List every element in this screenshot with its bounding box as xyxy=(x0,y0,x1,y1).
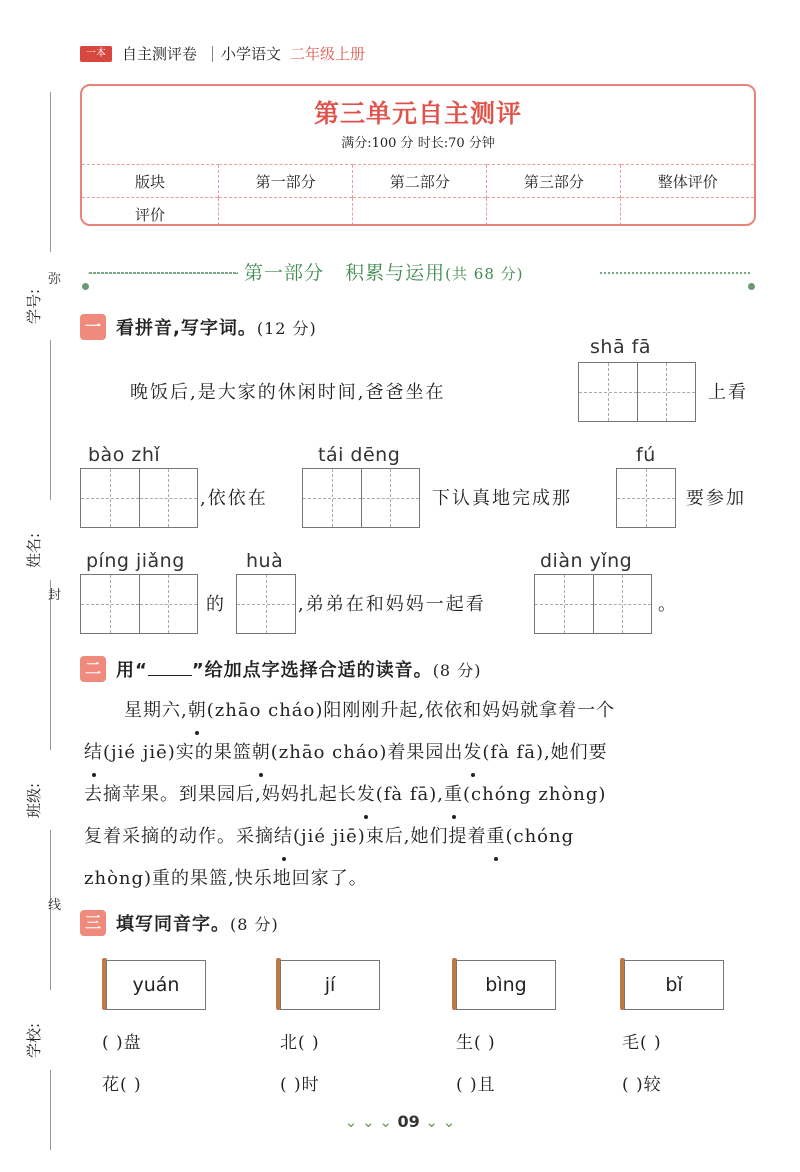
binding-line xyxy=(50,1070,51,1150)
binding-line xyxy=(50,580,51,750)
sentence-text: 的 xyxy=(206,594,226,615)
pinyin: tái dēng xyxy=(318,444,401,466)
fill-blank[interactable]: ( )较 xyxy=(622,1075,662,1095)
fill-blank[interactable]: 北( ) xyxy=(280,1033,320,1053)
school-label: 学校: xyxy=(25,1022,44,1059)
name-label: 姓名: xyxy=(25,532,44,569)
writing-grid[interactable] xyxy=(236,574,296,634)
grade-label: 二年级上册 xyxy=(290,45,366,63)
pinyin-card: jí xyxy=(280,960,380,1010)
paragraph-line: 星期六,朝(zhāo cháo)阳刚刚升起,依依和妈妈就拿着一个 xyxy=(84,690,764,732)
fill-blank[interactable]: ( )时 xyxy=(280,1075,320,1095)
score-header: 第二部分 xyxy=(353,165,487,198)
pinyin-card: bìng xyxy=(456,960,556,1010)
pinyin: diàn yǐng xyxy=(540,550,633,572)
writing-grid[interactable] xyxy=(578,362,696,422)
score-cell[interactable] xyxy=(621,198,754,227)
leaf-ornament: ⌄ ⌄ xyxy=(425,1113,456,1131)
fill-blank[interactable]: 花( ) xyxy=(102,1075,142,1095)
section-dot xyxy=(82,283,89,290)
title-box xyxy=(80,84,756,226)
question-number-badge: 三 xyxy=(80,910,106,936)
score-header: 第一部分 xyxy=(219,165,353,198)
pinyin: shā fā xyxy=(590,336,651,358)
score-cell[interactable] xyxy=(219,198,353,227)
question-heading: 用“ ”给加点字选择合适的读音。(8 分) xyxy=(116,660,482,681)
pinyin: bào zhǐ xyxy=(88,444,161,466)
sentence-text: 上看 xyxy=(708,382,748,403)
writing-grid[interactable] xyxy=(302,468,420,528)
question-heading: 看拼音,写字词。(12 分) xyxy=(116,318,317,339)
score-time-info: 满分:100 分 时长:70 分钟 xyxy=(341,136,495,151)
page-footer xyxy=(0,1112,800,1131)
pinyin-card: yuán xyxy=(106,960,206,1010)
score-cell[interactable] xyxy=(487,198,621,227)
score-header: 第三部分 xyxy=(487,165,621,198)
writing-grid[interactable] xyxy=(534,574,652,634)
fill-blank[interactable]: 生( ) xyxy=(456,1033,496,1053)
section-divider xyxy=(88,272,238,274)
section-dot xyxy=(748,283,755,290)
header-separator xyxy=(212,46,213,62)
score-table xyxy=(82,164,754,226)
sentence-text: 晚饭后,是大家的休闲时间,爸爸坐在 xyxy=(130,382,446,403)
writing-grid[interactable] xyxy=(80,468,198,528)
pinyin: píng jiǎng xyxy=(86,550,185,572)
score-header: 版块 xyxy=(82,165,219,198)
reading-paragraph xyxy=(84,690,764,900)
subject-label: 小学语文 xyxy=(221,45,282,63)
section-title: 第一部分 积累与运用(共 68 分) xyxy=(244,262,524,284)
question-number-badge: 一 xyxy=(80,314,106,340)
leaf-ornament: ⌄ ⌄ ⌄ xyxy=(344,1113,392,1131)
sentence-text: ,弟弟在和妈妈一起看 xyxy=(298,594,486,615)
paragraph-line: 去摘苹果。到果园后,妈妈扎起长发(fà fā),重(chóng zhòng) xyxy=(84,774,764,816)
class-label: 班级: xyxy=(25,782,44,819)
sentence-text: 。 xyxy=(658,594,678,615)
student-no-label: 学号: xyxy=(25,288,44,325)
seal-char: 弥 xyxy=(48,272,62,287)
writing-grid[interactable] xyxy=(80,574,198,634)
page-title: 第三单元自主测评 xyxy=(313,99,522,128)
paragraph-line: zhòng)重的果篮,快乐地回家了。 xyxy=(84,868,368,889)
sentence-text: ,依依在 xyxy=(200,488,268,509)
series-label: 自主测评卷 xyxy=(122,45,198,63)
seal-char: 线 xyxy=(48,898,62,913)
fill-blank[interactable]: ( )且 xyxy=(456,1075,496,1095)
pinyin: huà xyxy=(246,550,284,572)
brand-badge: 一本 xyxy=(80,46,112,62)
section-divider xyxy=(600,272,750,274)
paragraph-line: 结(jié jiē)实的果篮朝(zhāo cháo)着果园出发(fà fā),她们要 xyxy=(84,732,764,774)
question-heading: 填写同音字。(8 分) xyxy=(116,914,279,935)
sentence-text: 下认真地完成那 xyxy=(432,488,572,509)
writing-grid[interactable] xyxy=(616,468,676,528)
binding-line xyxy=(50,340,51,500)
paragraph-line: 复着采摘的动作。采摘结(jié jiē)束后,她们提着重(chóng xyxy=(84,816,764,858)
binding-line xyxy=(50,92,51,252)
fill-blank[interactable]: 毛( ) xyxy=(622,1033,662,1053)
score-row-label: 评价 xyxy=(82,198,219,227)
sentence-text: 要参加 xyxy=(686,488,746,509)
pinyin: fú xyxy=(636,444,656,466)
page-number: 09 xyxy=(397,1112,420,1131)
fill-blank[interactable]: ( )盘 xyxy=(102,1033,142,1053)
question-number-badge: 二 xyxy=(80,656,106,682)
score-header: 整体评价 xyxy=(621,165,754,198)
pinyin-card: bǐ xyxy=(624,960,724,1010)
score-cell[interactable] xyxy=(353,198,487,227)
seal-char: 封 xyxy=(48,588,62,603)
